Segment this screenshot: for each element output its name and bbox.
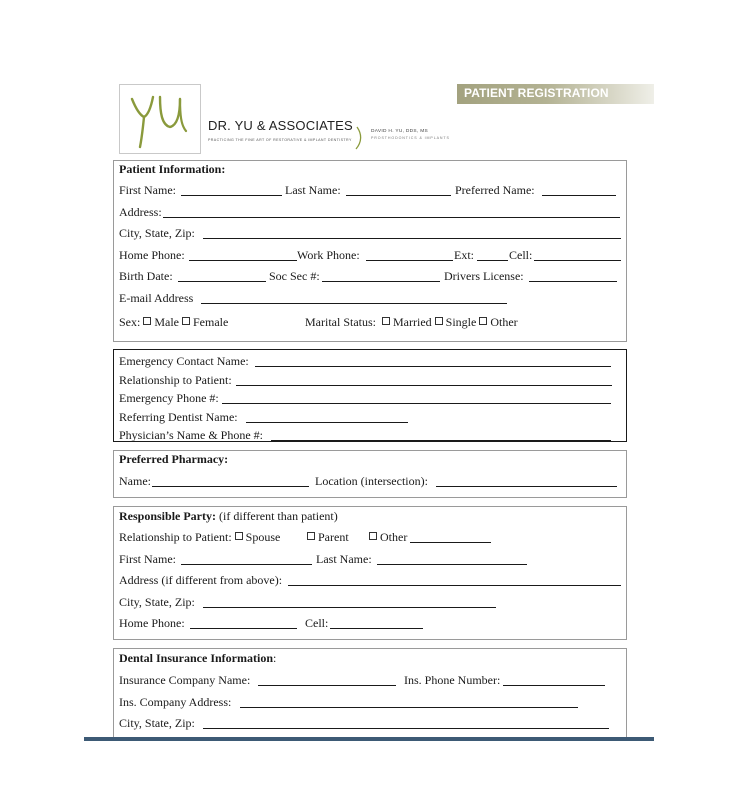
emergency-relationship-field[interactable] bbox=[236, 385, 612, 386]
male-label: Male bbox=[154, 315, 179, 329]
insurance-address-label: Ins. Company Address: bbox=[119, 695, 232, 709]
form-title: PATIENT REGISTRATION bbox=[464, 86, 609, 100]
preferred-name-field[interactable] bbox=[542, 195, 616, 196]
cell-field[interactable] bbox=[534, 260, 621, 261]
responsible-address-field[interactable] bbox=[288, 585, 621, 586]
insurance-company-label: Insurance Company Name: bbox=[119, 673, 251, 687]
cell-label: Cell: bbox=[509, 248, 533, 262]
dental-insurance-colon: : bbox=[273, 651, 277, 665]
emergency-phone-label: Emergency Phone #: bbox=[119, 391, 219, 405]
last-name-field[interactable] bbox=[346, 195, 451, 196]
responsible-party-note: (if different than patient) bbox=[219, 509, 338, 523]
sex-label: Sex: bbox=[119, 315, 141, 329]
physician-field[interactable] bbox=[271, 440, 611, 441]
responsible-last-name-label: Last Name: bbox=[316, 552, 372, 566]
parent-checkbox[interactable] bbox=[307, 532, 315, 540]
bracket-curve-icon bbox=[354, 126, 364, 150]
birth-date-label: Birth Date: bbox=[119, 269, 173, 283]
sex-row bbox=[119, 315, 228, 329]
ext-field[interactable] bbox=[477, 260, 508, 261]
city-state-zip-field[interactable] bbox=[203, 238, 621, 239]
other-option bbox=[366, 530, 407, 544]
insurance-phone-label: Ins. Phone Number: bbox=[404, 673, 501, 687]
form-title-banner bbox=[457, 84, 654, 104]
doctor-name: DAVID H. YU, DDS, MS bbox=[371, 129, 428, 134]
responsible-other-label: Other bbox=[380, 530, 408, 544]
drivers-license-label: Drivers License: bbox=[444, 269, 524, 283]
dental-insurance-heading-row bbox=[119, 651, 276, 665]
insurance-city-field[interactable] bbox=[203, 728, 609, 729]
marital-status-label: Marital Status: bbox=[305, 315, 376, 329]
pharmacy-name-label: Name: bbox=[119, 474, 151, 488]
other-label: Other bbox=[490, 315, 518, 329]
marital-status-row bbox=[305, 315, 518, 329]
responsible-first-name-field[interactable] bbox=[181, 564, 312, 565]
firm-tagline: PRACTICING THE FINE ART OF RESTORATIVE & IMPLANT DENTISTRY bbox=[208, 138, 352, 142]
emergency-contact-name-field[interactable] bbox=[255, 366, 611, 367]
responsible-home-phone-label: Home Phone: bbox=[119, 616, 185, 630]
email-field[interactable] bbox=[201, 303, 507, 304]
responsible-address-label: Address (if different from above): bbox=[119, 573, 283, 587]
referring-dentist-field[interactable] bbox=[246, 422, 408, 423]
drivers-license-field[interactable] bbox=[529, 281, 617, 282]
emergency-phone-field[interactable] bbox=[222, 403, 611, 404]
firm-name: DR. YU & ASSOCIATES bbox=[208, 118, 353, 133]
referring-dentist-label: Referring Dentist Name: bbox=[119, 410, 238, 424]
responsible-city-label: City, State, Zip: bbox=[119, 595, 195, 609]
birth-date-field[interactable] bbox=[178, 281, 266, 282]
physician-label: Physician’s Name & Phone #: bbox=[119, 428, 263, 442]
male-checkbox[interactable] bbox=[143, 317, 151, 325]
responsible-relationship-row bbox=[119, 530, 280, 544]
preferred-name-label: Preferred Name: bbox=[455, 183, 535, 197]
married-checkbox[interactable] bbox=[382, 317, 390, 325]
soc-sec-field[interactable] bbox=[322, 281, 440, 282]
responsible-party-heading-row bbox=[119, 509, 338, 523]
responsible-city-field[interactable] bbox=[203, 607, 496, 608]
female-label: Female bbox=[193, 315, 229, 329]
single-checkbox[interactable] bbox=[435, 317, 443, 325]
responsible-other-field[interactable] bbox=[410, 542, 491, 543]
responsible-other-checkbox[interactable] bbox=[369, 532, 377, 540]
responsible-relationship-label: Relationship to Patient: bbox=[119, 530, 232, 544]
responsible-cell-label: Cell: bbox=[305, 616, 329, 630]
first-name-field[interactable] bbox=[181, 195, 282, 196]
ext-label: Ext: bbox=[454, 248, 474, 262]
first-name-label: First Name: bbox=[119, 183, 176, 197]
city-state-zip-label: City, State, Zip: bbox=[119, 226, 195, 240]
responsible-party-heading: Responsible Party: bbox=[119, 509, 216, 523]
parent-option bbox=[304, 530, 349, 544]
address-field[interactable] bbox=[163, 217, 620, 218]
pharmacy-location-label: Location (intersection): bbox=[315, 474, 428, 488]
address-label: Address: bbox=[119, 205, 162, 219]
responsible-first-name-label: First Name: bbox=[119, 552, 176, 566]
footer-rule bbox=[84, 737, 654, 741]
responsible-home-phone-field[interactable] bbox=[190, 628, 297, 629]
preferred-pharmacy-heading: Preferred Pharmacy: bbox=[119, 452, 229, 466]
female-checkbox[interactable] bbox=[182, 317, 190, 325]
pharmacy-name-field[interactable] bbox=[152, 486, 309, 487]
work-phone-label: Work Phone: bbox=[297, 248, 360, 262]
doctor-subtitle: PROSTHODONTICS & IMPLANTS bbox=[371, 136, 450, 140]
emergency-relationship-label: Relationship to Patient: bbox=[119, 373, 232, 387]
insurance-company-field[interactable] bbox=[258, 685, 396, 686]
practice-logo bbox=[119, 84, 201, 154]
emergency-contact-name-label: Emergency Contact Name: bbox=[119, 354, 249, 368]
insurance-phone-field[interactable] bbox=[503, 685, 605, 686]
yu-monogram-icon bbox=[120, 85, 200, 153]
home-phone-label: Home Phone: bbox=[119, 248, 185, 262]
dental-insurance-heading: Dental Insurance Information bbox=[119, 651, 274, 665]
last-name-label: Last Name: bbox=[285, 183, 341, 197]
single-label: Single bbox=[445, 315, 477, 329]
spouse-checkbox[interactable] bbox=[235, 532, 243, 540]
patient-information-heading: Patient Information: bbox=[119, 162, 226, 176]
married-label: Married bbox=[393, 315, 432, 329]
home-phone-field[interactable] bbox=[189, 260, 297, 261]
responsible-last-name-field[interactable] bbox=[377, 564, 527, 565]
email-label: E-mail Address bbox=[119, 291, 194, 305]
spouse-label: Spouse bbox=[245, 530, 281, 544]
work-phone-field[interactable] bbox=[366, 260, 453, 261]
pharmacy-location-field[interactable] bbox=[436, 486, 617, 487]
other-checkbox[interactable] bbox=[479, 317, 487, 325]
insurance-address-field[interactable] bbox=[240, 707, 578, 708]
parent-label: Parent bbox=[318, 530, 349, 544]
soc-sec-label: Soc Sec #: bbox=[269, 269, 320, 283]
insurance-city-label: City, State, Zip: bbox=[119, 716, 195, 730]
responsible-cell-field[interactable] bbox=[330, 628, 423, 629]
